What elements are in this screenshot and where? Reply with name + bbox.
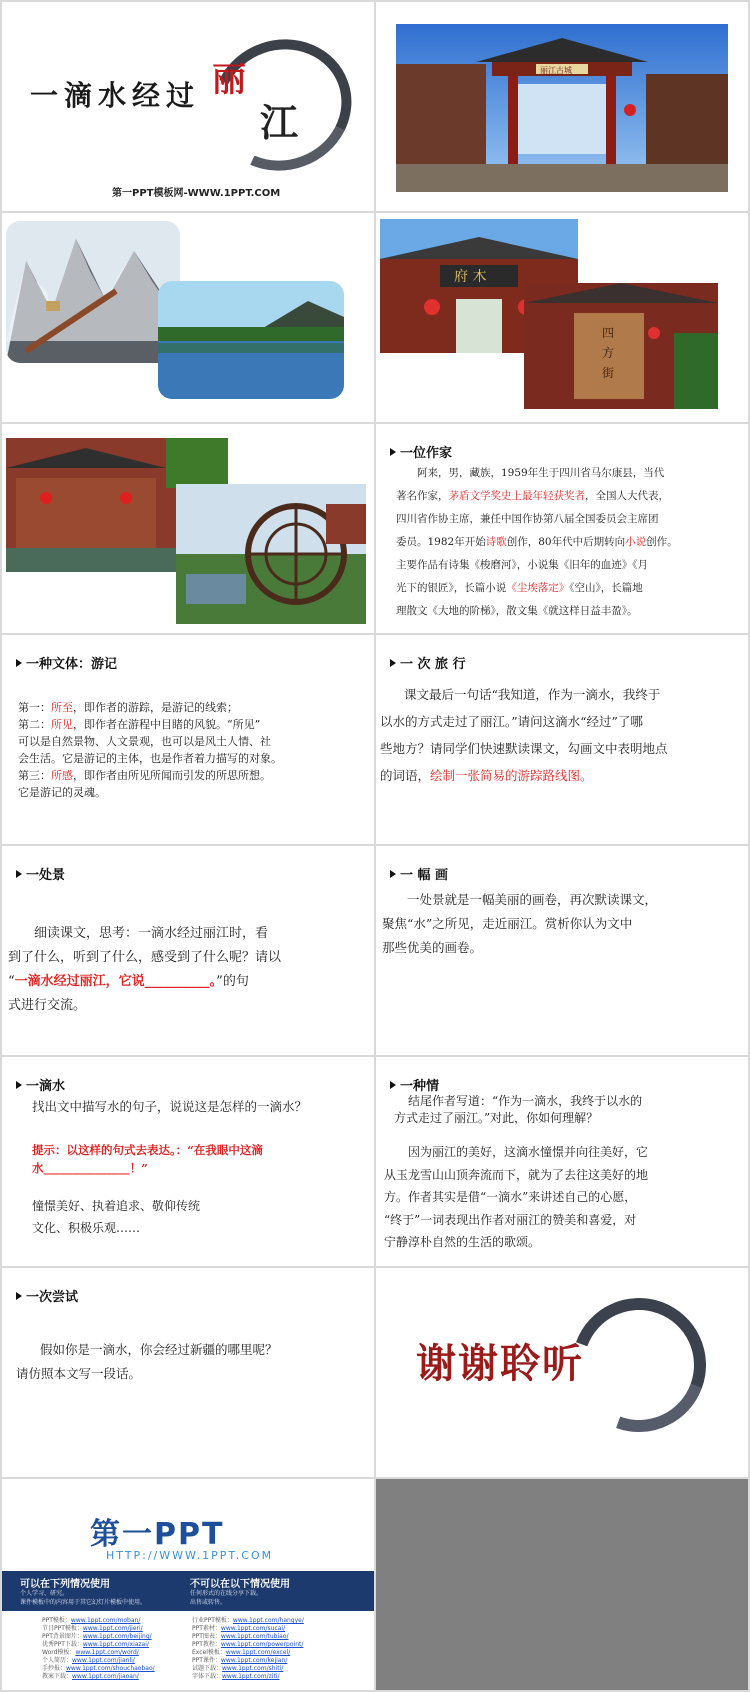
link-row: 教案下载：www.1ppt.com/jiaoan/ <box>42 1673 139 1680</box>
ppt-url[interactable]: HTTP://WWW.1PPT.COM <box>106 1549 274 1562</box>
slide-gate-photo[interactable] <box>376 2 748 211</box>
lijiang-gate-image <box>396 24 728 192</box>
painting-paragraph: 一处景就是一幅美丽的画卷，再次默读课文， 聚焦“水”之所见，走近丽江。赏析你认为文中 那些优美的画卷。 <box>382 892 658 955</box>
usage-banner <box>2 1571 374 1611</box>
link-row: 优秀PPT下载：www.1ppt.com/xiazai/ <box>42 1641 149 1648</box>
can-use-list: 个人学习、研究。 课件模板中的内容用于其它幻灯片模板中使用。 <box>20 1590 147 1606</box>
slide-author[interactable] <box>376 424 748 633</box>
title-red-char: 丽 <box>212 60 246 100</box>
bullet-triangle-icon <box>390 870 396 878</box>
gate-sign-text: 丽江古城 <box>540 66 572 75</box>
bullet-triangle-icon <box>16 1081 22 1089</box>
waterwheel-image <box>176 484 366 624</box>
ppt-logo: 第一PPT <box>90 1517 225 1552</box>
title-main: 一滴水经过 <box>30 79 201 112</box>
feeling-paragraph: 因为丽江的美好，这滴水憧憬并向往美好，它 从玉龙雪山山顶奔流而下，就为了去往这美好的地 方。作者其实是借“一滴水”来讲述自己的心愿， “终于”一词表现出作者对丽江的赞美和喜爱，对 宁静淳朴自然的生活的歌颂。 <box>384 1145 649 1249</box>
slide-attempt[interactable] <box>2 1268 374 1477</box>
link-row: 个人简历：www.1ppt.com/jianli/ <box>42 1657 135 1664</box>
slide-heading: 一种情 <box>390 1075 439 1094</box>
link-row: 行业PPT模板：www.1ppt.com/hangye/ <box>192 1617 304 1624</box>
title-dark-char: 江 <box>260 100 299 145</box>
link-row: Excel模板：www.1ppt.com/excel/ <box>192 1649 291 1656</box>
slide-heading: 一处景 <box>16 864 65 883</box>
lake-image <box>158 281 344 399</box>
link-row: PPT课件：www.1ppt.com/kejian/ <box>192 1657 288 1664</box>
slide-waterwheel-photos[interactable] <box>2 424 374 633</box>
link-row: PPT背景图片：www.1ppt.com/beijing/ <box>42 1633 152 1640</box>
link-row: 手抄报：www.1ppt.com/shouchaobao/ <box>42 1665 155 1672</box>
mufu-sign-text: 府 木 <box>454 269 487 285</box>
trip-paragraph: 课文最后一句话“我知道，作为一滴水，我终于 以水的方式走过了丽江。”请问这滴水“经过”了哪 些地方？请同学们快速默读课文，勾画文中表明地点 的词语，绘制一张简易的游踪路线图。 <box>380 687 668 783</box>
slide-heading: 一 次 旅 行 <box>390 653 466 672</box>
slide-feeling[interactable] <box>376 1057 748 1266</box>
can-use-title: 可以在下列情况使用 <box>20 1579 110 1590</box>
slide-heading: 一种文体：游记 <box>16 653 117 672</box>
slide-title[interactable] <box>2 2 374 211</box>
slide-heading: 一滴水 <box>16 1075 65 1094</box>
bullet-triangle-icon <box>16 659 22 667</box>
empty-gray-area <box>376 1479 748 1690</box>
links-right <box>192 1617 304 1681</box>
bullet-triangle-icon <box>390 659 396 667</box>
sifang-street-image <box>524 283 718 409</box>
slide-thanks[interactable] <box>376 1268 748 1477</box>
water-hint: 提示：以这样的句式去表达。：“在我眼中这滴 水_______________！” <box>32 1143 263 1175</box>
link-row: PPT教程：www.1ppt.com/powerpoint/ <box>192 1641 304 1648</box>
cannot-use-list: 任何形式的在线分享下载。 出售或转售。 <box>190 1590 263 1606</box>
bullet-triangle-icon <box>16 1292 22 1300</box>
slide-template-info[interactable] <box>2 1479 374 1690</box>
link-row: 字体下载：www.1ppt.com/ziti/ <box>192 1673 280 1680</box>
bullet-triangle-icon <box>390 448 396 456</box>
water-question: 找出文中描写水的句子，说说这是怎样的一滴水？ <box>32 1099 308 1114</box>
thanks-text: 谢谢聆听 <box>416 1340 584 1387</box>
slide-painting[interactable] <box>376 846 748 1055</box>
title-subtitle: 第一PPT模板网-WWW.1PPT.COM <box>112 188 281 199</box>
genre-paragraph: 第一：所至，即作者的游踪，是游记的线索； 第二：所见，即作者在游程中目睹的风貌。“所见” 可以是自然景物、人文景观，也可以是风土人情、社 会生活。它是游记的主体，也是作者着力描写的对象。 第三：所感，即作者由所见所闻而引发的所思所想。 它是游记的灵魂。 <box>18 701 282 799</box>
link-row: 节日PPT模板：www.1ppt.com/jieri/ <box>42 1625 143 1632</box>
slide-trip[interactable] <box>376 635 748 844</box>
feeling-quote: 结尾作者写道：“作为一滴水，我终于以水的 方式走过了丽江。”对此，你如何理解？ <box>394 1094 643 1125</box>
slide-heading: 一 幅 画 <box>390 864 448 883</box>
water-answer: 憧憬美好、执着追求、敬仰传统 文化、积极乐观…… <box>32 1199 201 1235</box>
slide-water-drop[interactable] <box>2 1057 374 1266</box>
author-paragraph: 阿来，男，藏族，1959年生于四川省马尔康县，当代 著名作家，茅盾文学奖史上最年轻获奖者，全国人大代表， 四川省作协主席，兼任中国作协第八届全国委员会主席团 委员。1982年开始诗歌创作，80年代中后期转向小说创作。 主要作品有诗集《梭磨河》，小说集《旧年的血迹》《月 光下的银匠》，长篇小说《尘埃落定》《空山》，长篇地 理散文《大地的阶梯》，散文集《就这样日益丰盈》。 <box>396 467 678 617</box>
sifang-sign-text: 四方街 <box>602 326 615 380</box>
link-row: PPT图表：www.1ppt.com/tubiao/ <box>192 1633 289 1640</box>
attempt-paragraph: 假如你是一滴水，你会经过新疆的哪里呢？ 请仿照本文写一段话。 <box>16 1342 278 1381</box>
slide-landscape-photos[interactable] <box>2 213 374 422</box>
bullet-triangle-icon <box>16 870 22 878</box>
scene-paragraph: 细读课文，思考：一滴水经过丽江时，看 到了什么，听到了什么，感受到了什么呢？请以 “一滴水经过丽江，它说__________。”的句 式进行交流。 <box>8 926 282 1013</box>
slide-town-photos[interactable] <box>376 213 748 422</box>
snow-mountain-image <box>6 221 180 363</box>
link-row: PPT模板：www.1ppt.com/moban/ <box>42 1617 141 1624</box>
link-row: 试题下载：www.1ppt.com/shiti/ <box>192 1665 284 1672</box>
bullet-triangle-icon <box>390 1081 396 1089</box>
slide-genre[interactable] <box>2 635 374 844</box>
links-left <box>42 1617 155 1681</box>
link-row: Word模板：www.1ppt.com/word/ <box>42 1649 139 1656</box>
link-row: PPT素材：www.1ppt.com/sucai/ <box>192 1625 286 1632</box>
slide-heading: 一次尝试 <box>16 1286 78 1305</box>
cannot-use-title: 不可以在以下情况使用 <box>190 1579 290 1590</box>
slide-heading: 一位作家 <box>390 442 452 461</box>
slide-scene[interactable] <box>2 846 374 1055</box>
